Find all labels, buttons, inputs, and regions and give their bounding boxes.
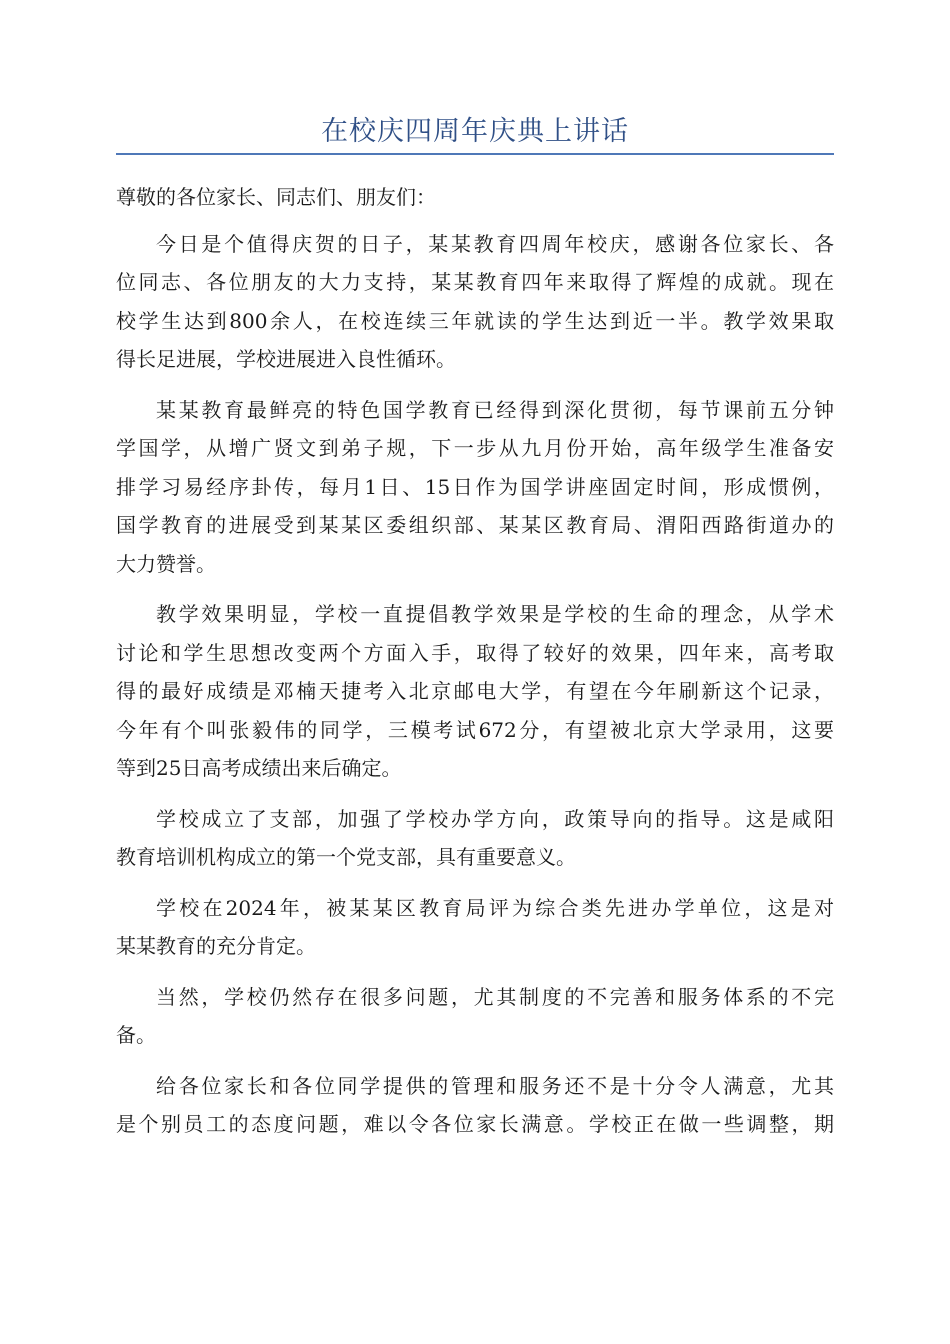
paragraph-line: 得的最好成绩是邓楠天捷考入北京邮电大学，有望在今年刷新这个记录， bbox=[116, 679, 834, 703]
paragraph-line: 校学生达到800余人，在校连续三年就读的学生达到近一半。教学效果取 bbox=[116, 308, 834, 333]
paragraph-line: 今日是个值得庆贺的日子，某某教育四周年校庆，感谢各位家长、各 bbox=[156, 231, 834, 256]
paragraph-4 bbox=[116, 800, 834, 877]
paragraph-6 bbox=[116, 978, 834, 1055]
paragraph-1 bbox=[116, 225, 834, 379]
paragraph-line: 备。 bbox=[116, 1023, 156, 1047]
paragraph-5 bbox=[116, 889, 834, 966]
paragraph-7 bbox=[116, 1067, 834, 1144]
paragraph-line: 学校在2024年，被某某区教育局评为综合类先进办学单位，这是对 bbox=[156, 895, 834, 920]
paragraph-line: 得长足进展，学校进展进入良性循环。 bbox=[116, 347, 456, 371]
paragraph-line: 学国学，从增广贤文到弟子规，下一步从九月份开始，高年级学生准备安 bbox=[116, 436, 834, 460]
paragraph-line: 国学教育的进展受到某某区委组织部、某某区教育局、渭阳西路街道办的 bbox=[116, 513, 834, 537]
paragraph-line: 是个别员工的态度问题，难以令各位家长满意。学校正在做一些调整，期 bbox=[116, 1112, 834, 1136]
paragraph-line: 某某教育最鲜亮的特色国学教育已经得到深化贯彻，每节课前五分钟 bbox=[156, 397, 834, 422]
paragraph-line: 学校成立了支部，加强了学校办学方向，政策导向的指导。这是咸阳 bbox=[156, 806, 834, 831]
paragraph-2 bbox=[116, 391, 834, 584]
paragraph-line: 等到25日高考成绩出来后确定。 bbox=[116, 756, 402, 780]
paragraph-line: 位同志、各位朋友的大力支持，某某教育四年来取得了辉煌的成就。现在 bbox=[116, 270, 834, 294]
paragraph-line: 排学习易经序卦传，每月1日、15日作为国学讲座固定时间，形成惯例， bbox=[116, 474, 834, 499]
salutation: 尊敬的各位家长、同志们、朋友们： bbox=[116, 185, 436, 209]
paragraph-line: 今年有个叫张毅伟的同学，三模考试672分，有望被北京大学录用，这要 bbox=[116, 717, 834, 742]
paragraph-line: 当然，学校仍然存在很多问题，尤其制度的不完善和服务体系的不完 bbox=[156, 984, 834, 1009]
paragraph-line: 教育培训机构成立的第一个党支部，具有重要意义。 bbox=[116, 845, 576, 869]
paragraph-3 bbox=[116, 595, 834, 788]
paragraph-line: 给各位家长和各位同学提供的管理和服务还不是十分令人满意，尤其 bbox=[156, 1073, 834, 1098]
document-body bbox=[116, 178, 834, 1156]
title-underline bbox=[116, 153, 834, 155]
document-title: 在校庆四周年庆典上讲话 bbox=[321, 116, 629, 147]
paragraph-line: 大力赞誉。 bbox=[116, 551, 216, 576]
paragraph-line: 教学效果明显，学校一直提倡教学效果是学校的生命的理念，从学术 bbox=[156, 602, 834, 626]
paragraph-line: 讨论和学生思想改变两个方面入手，取得了较好的效果，四年来，高考取 bbox=[116, 640, 834, 665]
paragraph-line: 某某教育的充分肯定。 bbox=[116, 934, 316, 958]
